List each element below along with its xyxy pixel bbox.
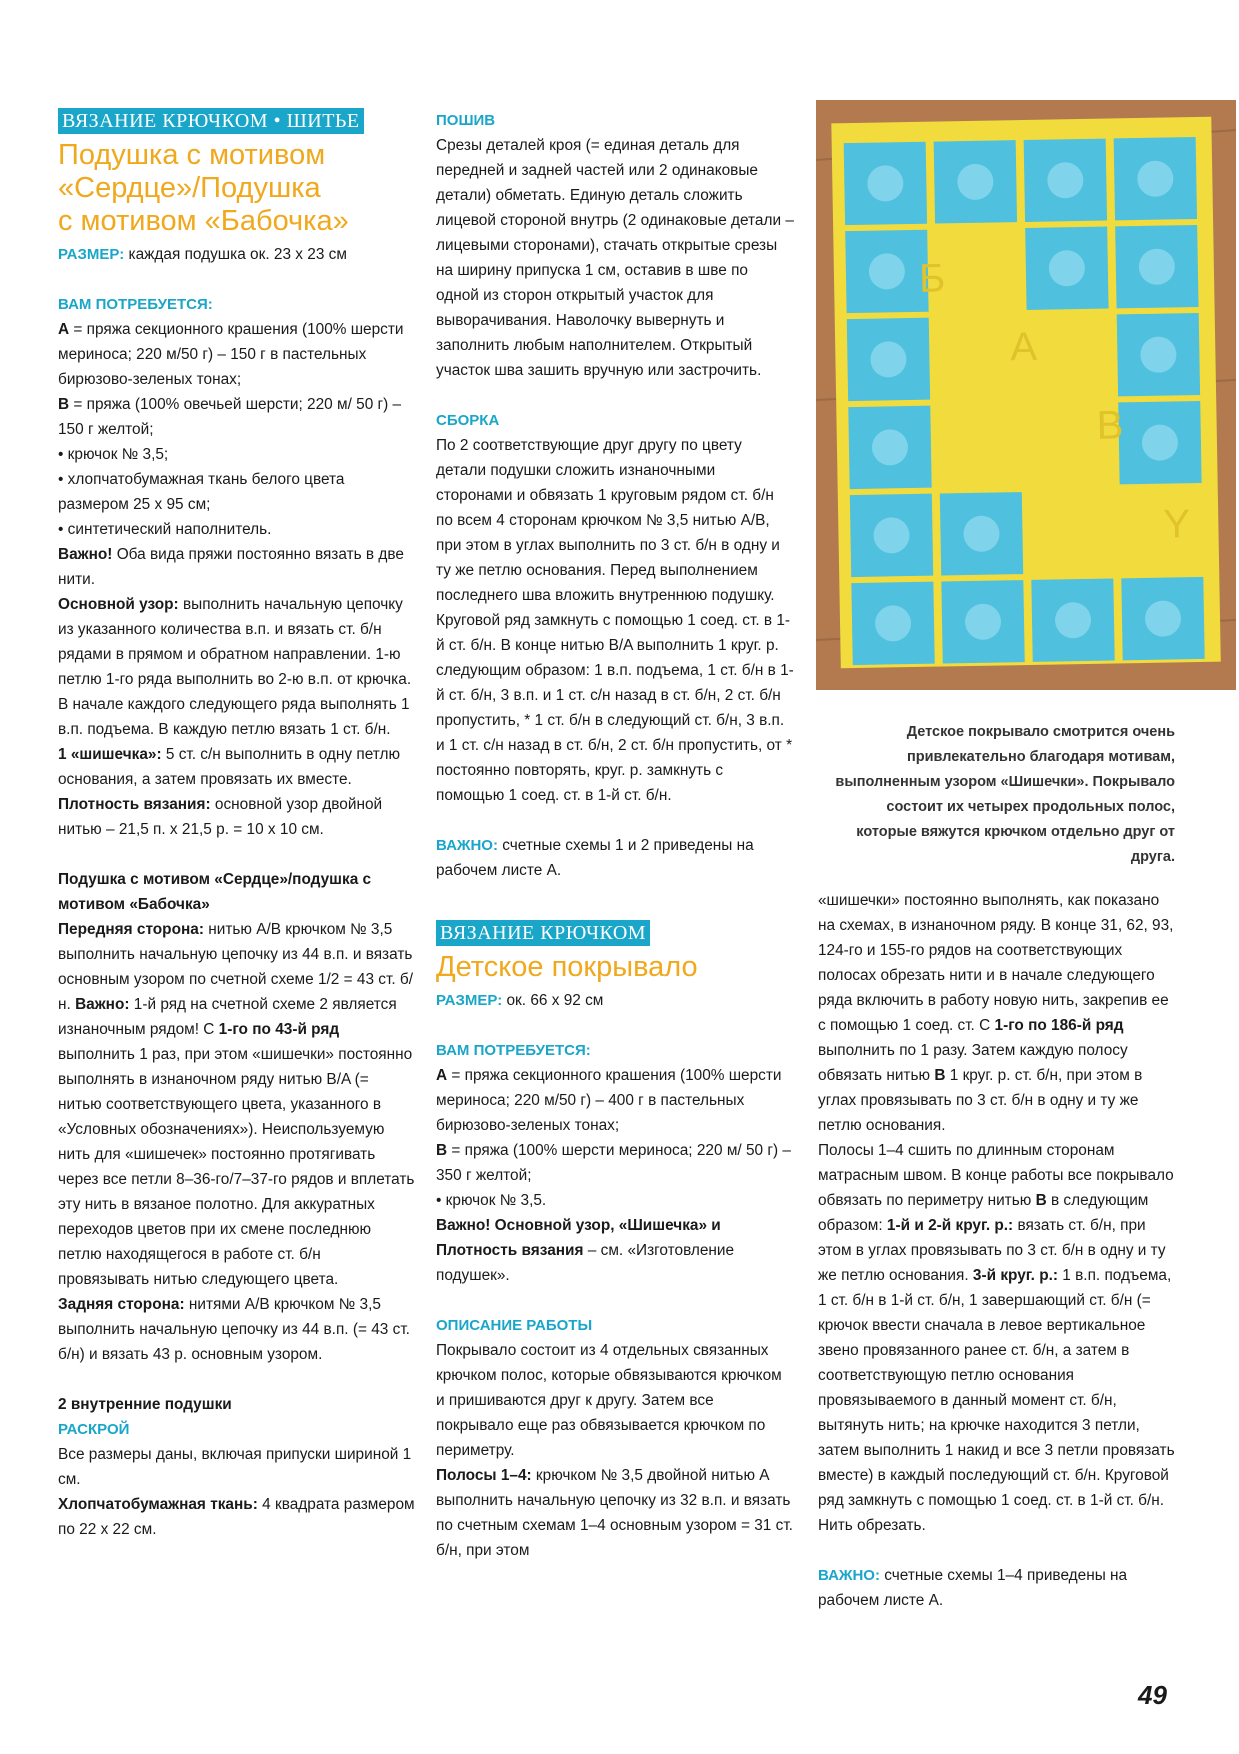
material-a: A = пряжа секционного крашения (100% шерсти мериноса; 220 м/50 г) – 150 г в пастельных бирюзово-зеленых тонах;: [58, 321, 404, 388]
important-note: ВАЖНО: счетные схемы 1 и 2 приведены на рабочем листе A.: [436, 837, 754, 879]
materials-heading: ВАМ ПОТРЕБУЕТСЯ:: [436, 1042, 591, 1059]
section-banner: ВЯЗАНИЕ КРЮЧКОМ: [436, 920, 650, 946]
blanket-photo: [816, 100, 1236, 690]
assembly-heading: СБОРКА: [436, 412, 500, 429]
sewing-heading: ПОШИВ: [436, 112, 496, 129]
letter-mark: Y: [1162, 502, 1191, 547]
letter-mark: А: [1009, 324, 1038, 370]
size-line: РАЗМЕР: каждая подушка ок. 23 x 23 см: [58, 246, 347, 263]
photo-caption: Детское покрывало смотрится очень привлекательно благодаря мотивам, выполненным узором «Шишечки». Покрывало состоит их четырех продольных полос, которые вяжутся крючком отдельно друг от друга.: [835, 724, 1175, 865]
section-banner: ВЯЗАНИЕ КРЮЧКОМ • ШИТЬЕ: [58, 108, 364, 134]
basic-pattern: Основной узор: выполнить начальную цепочку из указанного количества в.п. и вязать ст. б/н рядами в прямом и обратном направлении. 1-ю петлю 1-го ряда выполнить во 2-ю в.п. от крючка. В начале каждого следующего ряда выполнять 1 в.п. подъема. В каждую петлю вязать 1 ст. б/н.: [58, 596, 412, 738]
cutting-text: Все размеры даны, включая припуски шириной 1 см.: [58, 1446, 412, 1488]
blanket-instructions: «шишечки» постоянно выполнять, как показано на схемах, в изнаночном ряду. В конце 31, 62, 93, 124-го и 155-го рядов на соответствующих полосах обрезать нити и в начале следующего ряда включить в работу новую нить, закрепив ее с помощью 1 соед. ст. С 1-го по 186-й ряд выполнить по 1 разу. Затем каждую полосу обвязать нитью B 1 круг. р. ст. б/н, при этом в углах провязывать по 3 ст. б/н в одну и ту же петлю основания.: [818, 892, 1174, 1134]
sewing-text: Срезы деталей кроя (= единая деталь для передней и задней частей или 2 одинаковые детали) обметать. Единую деталь сложить лицевой стороной внутрь (2 одинаковые детали – лицевыми сторонами), стачать открытые срезы на ширину припуска 1 см, оставив в шве по одной из сторон открытый участок для выворачивания. Наволочку вывернуть и заполнить любым наполнителем. Открытый участок шва зашить вручную или застрочить.: [436, 137, 794, 379]
page-number: 49: [1138, 1680, 1167, 1710]
cotton-fabric: Хлопчатобумажная ткань: 4 квадрата размером по 22 x 22 см.: [58, 1496, 415, 1538]
left-column: [58, 108, 416, 1542]
cutting-heading: РАСКРОЙ: [58, 1421, 130, 1438]
important-note: ВАЖНО: счетные схемы 1–4 приведены на рабочем листе A.: [818, 1567, 1128, 1609]
pillow-heading: Подушка с мотивом «Сердце»/подушка с мотивом «Бабочка»: [58, 871, 372, 913]
article-title: Подушка с мотивом «Сердце»/Подушка с мотивом «Бабочка»: [58, 139, 349, 237]
important-note: Важно! Оба вида пряжи постоянно вязать в две нити.: [58, 546, 404, 588]
material-a: A = пряжа секционного крашения (100% шерсти мериноса; 220 м/50 г) – 400 г в пастельных бирюзово-зеленых тонах;: [436, 1067, 782, 1134]
tool-item: • крючок № 3,5;: [58, 446, 169, 463]
letter-mark: В: [1096, 403, 1124, 448]
description-heading: ОПИСАНИЕ РАБОТЫ: [436, 1317, 593, 1334]
reference-note: Важно! Основной узор, «Шишечка» и Плотность вязания – см. «Изготовление подушек».: [436, 1217, 735, 1284]
article-title: Детское покрывало: [436, 951, 698, 983]
tool-item: • хлопчатобумажная ткань белого цвета размером 25 x 95 см;: [58, 471, 345, 513]
finishing-instructions: Полосы 1–4 сшить по длинным сторонам матрасным швом. В конце работы все покрывало обвязать по периметру нитью B в следующим образом: 1-й и 2-й круг. р.: вязать ст. б/н, при этом в углах провязывать по 3 ст. б/н в одну и ту же петлю основания. 3-й круг. р.: 1 в.п. подъема, 1 ст. б/н в 1-й ст. б/н, 1 завершающий ст. б/н (= крючок ввести сначала в левое вертикальное звено провязанного ранее ст. б/н, а затем в соответствующую петлю основания провязываемого в данный момент ст. б/н, вытянуть нить; на крючке находится 3 петли, затем выполнить 1 накид и все 3 петли провязать вместе) в каждый последующий ст. б/н. Круговой ряд замкнуть с помощью 1 соед. ст. в 1-й ст. б/н. Нить обрезать.: [818, 1142, 1175, 1534]
assembly-text: По 2 соответствующие друг другу по цвету детали подушки сложить изнаночными сторонами и обвязать 1 круговым рядом ст. б/н по всем 4 сторонам крючком № 3,5 нитью A/B, при этом в углах выполнить по 3 ст. б/н в одну и ту же петлю основания. Перед выполнением последнего шва вложить внутреннюю подушку. Круговой ряд замкнуть с помощью 1 соед. ст. в 1-й ст. б/н. В конце нитью B/A выполнить 1 круг. р. следующим образом: 1 в.п. подъема, 1 ст. б/н в 1-й ст. б/н, 3 в.п. и 1 ст. с/н назад в ст. б/н, 2 ст. б/н пропустить, * 1 ст. б/н в следующий ст. б/н, 3 в.п. и 1 ст. с/н назад в ст. б/н, 2 ст. б/н пропустить, от * постоянно повторять, круг. р. замкнуть с помощью 1 соед. ст. в 1-й ст. б/н.: [436, 437, 794, 804]
description-text: Покрывало состоит из 4 отдельных связанных крючком полос, которые обвязываются крючком и пришиваются друг к другу. Затем все покрывало еще раз обвязывается крючком по периметру.: [436, 1342, 782, 1459]
gauge: Плотность вязания: основной узор двойной нитью – 21,5 п. x 21,5 р. = 10 x 10 см.: [58, 796, 383, 838]
inner-pillows-heading: 2 внутренние подушки: [58, 1396, 232, 1413]
front-side: Передняя сторона: нитью A/B крючком № 3,5 выполнить начальную цепочку из 44 в.п. и вязать основным узором по счетной схеме 1/2 = 43 ст. б/н. Важно: 1-й ряд на счетной схеме 2 является изнаночным рядом! С 1-го по 43-й ряд выполнить 1 раз, при этом «шишечки» постоянно выполнять в изнаночном ряду нитью B/A (= нитью соответствующего цвета, указанного в «Условных обозначениях»). Неиспользуемую нить для «шишечек» постоянно протягивать через все петли 8–36-го/7–37-го рядов и вплетать эту нить в вязаное полотно. Для аккуратных переходов цветов при их смене последнюю петлю находящегося в работе ст. б/н провязывать нитью следующего цвета.: [58, 921, 415, 1288]
size-line: РАЗМЕР: ок. 66 x 92 см: [436, 992, 604, 1009]
tool-item: • синтетический наполнитель.: [58, 521, 272, 538]
strips-text: Полосы 1–4: крючком № 3,5 двойной нитью A выполнить начальную цепочку из 32 в.п. и вязать по счетным схемам 1–4 основным узором = 31 ст. б/н, при этом: [436, 1467, 793, 1559]
right-column: [818, 888, 1176, 1613]
back-side: Задняя сторона: нитями A/B крючком № 3,5 выполнить начальную цепочку из 44 в.п. (= 43 ст. б/н) и вязать 43 р. основным узором.: [58, 1296, 410, 1363]
bobble-stitch: 1 «шишечка»: 5 ст. с/н выполнить в одну петлю основания, а затем провязать их вместе.: [58, 746, 400, 788]
material-b: B = пряжа (100% овечьей шерсти; 220 м/ 50 г) – 150 г желтой;: [58, 396, 402, 438]
middle-column: [436, 108, 794, 1563]
materials-heading: ВАМ ПОТРЕБУЕТСЯ:: [58, 296, 213, 313]
tool-item: • крючок № 3,5.: [436, 1192, 547, 1209]
material-b: B = пряжа (100% шерсти мериноса; 220 м/ 50 г) – 350 г желтой;: [436, 1142, 791, 1184]
letter-mark: Б: [918, 256, 946, 301]
